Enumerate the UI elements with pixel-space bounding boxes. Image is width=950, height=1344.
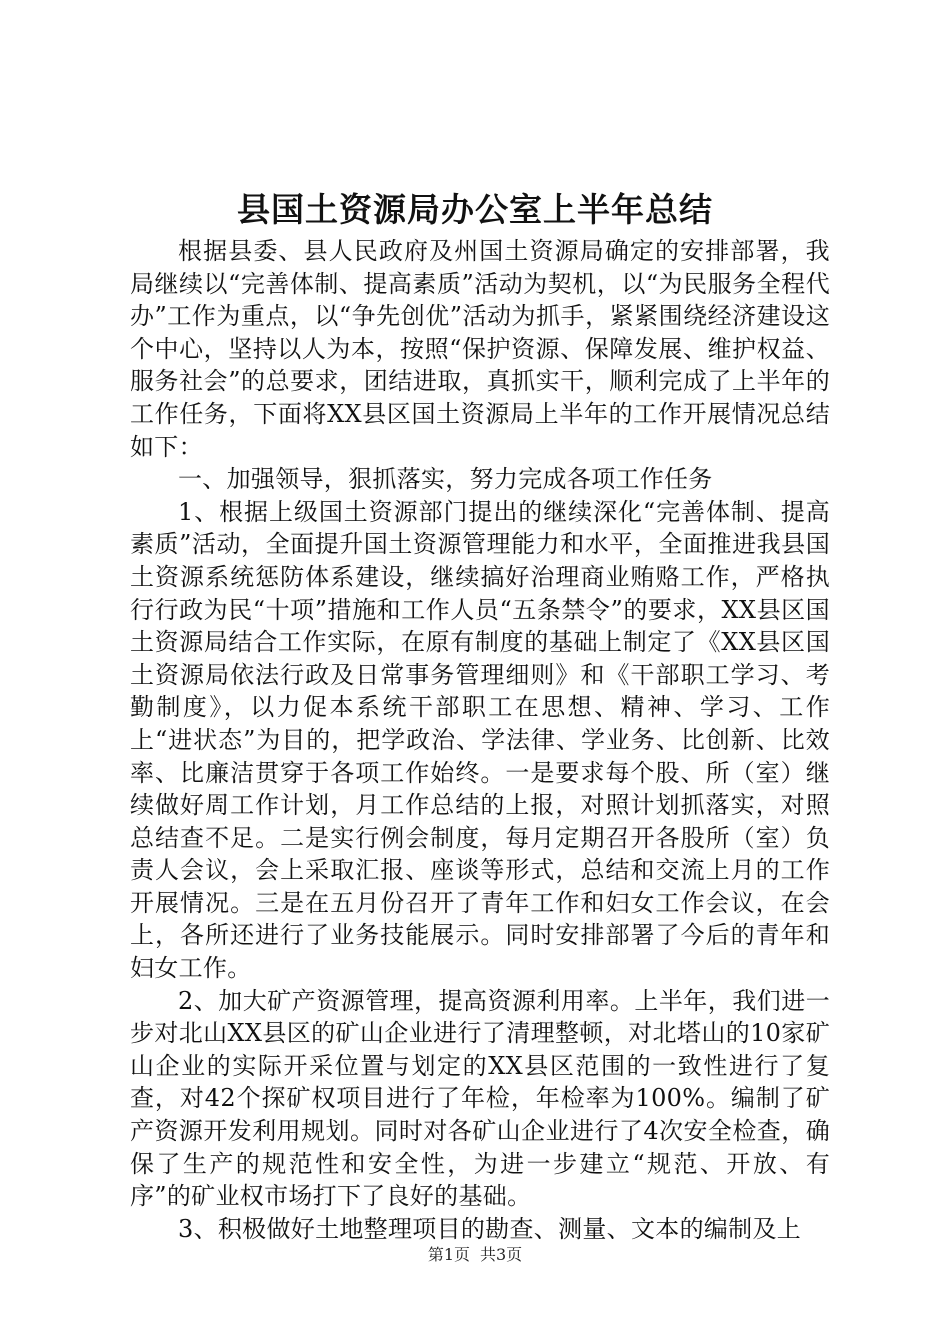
page-footer xyxy=(0,1244,950,1266)
page-total: 共3页 xyxy=(480,1245,523,1264)
section-heading-1: 一、加强领导，狠抓落实，努力完成各项工作任务 xyxy=(178,465,713,494)
paragraph-item-1: 1、根据上级国土资源部门提出的继续深化“完善体制、提高素质”活动，全面提升国土资源管理能力和水平，全面推进我县国土资源系统惩防体系建设，继续搞好治理商业贿赂工作，严格执行行政为民“十项”措施和工作人员“五条禁令”的要求，XX县区国土资源局结合工作实际，在原有制度的基础上制定了《XX县区国土资源局依法行政及日常事务管理细则》和《干部职工学习、考勤制度》，以力促本系统干部职工在思想、精神、学习、工作上“进状态”为目的，把学政治、学法律、学业务、比创新、比效率、比廉洁贯穿于各项工作始终。一是要求每个股、所（室）继续做好周工作计划，月工作总结的上报，对照计划抓落实，对照总结查不足。二是实行例会制度，每月定期召开各股所（室）负责人会议，会上采取汇报、座谈等形式，总结和交流上月的工作开展情况。三是在五月份召开了青年工作和妇女工作会议，在会上，各所还进行了业务技能展示。同时安排部署了今后的青年和妇女工作。 xyxy=(130,497,830,983)
paragraph-item-2: 2、加大矿产资源管理，提高资源利用率。上半年，我们进一步对北山XX县区的矿山企业进行了清理整顿，对北塔山的10家矿山企业的实际开采位置与划定的XX县区范围的一致性进行了复查，对42个探矿权项目进行了年检，年检率为100%。编制了矿产资源开发利用规划。同时对各矿山企业进行了4次安全检查，确保了生产的规范性和安全性，为进一步建立“规范、开放、有序”的矿业权市场打下了良好的基础。 xyxy=(130,986,830,1211)
document-title: 县国土资源局办公室上半年总结 xyxy=(237,190,713,229)
document-body xyxy=(130,235,830,1245)
paragraph-item-3: 3、积极做好土地整理项目的勘查、测量、文本的编制及上 xyxy=(178,1214,802,1243)
page-number: 第1页 xyxy=(427,1245,470,1264)
intro-paragraph: 根据县委、县人民政府及州国土资源局确定的安排部署，我局继续以“完善体制、提高素质”活动为契机，以“为民服务全程代办”工作为重点，以“争先创优”活动为抓手，紧紧围绕经济建设这个中心，坚持以人为本，按照“保护资源、保障发展、维护权益、服务社会”的总要求，团结进取，真抓实干，顺利完成了上半年的工作任务，下面将XX县区国土资源局上半年的工作开展情况总结如下： xyxy=(130,237,830,461)
